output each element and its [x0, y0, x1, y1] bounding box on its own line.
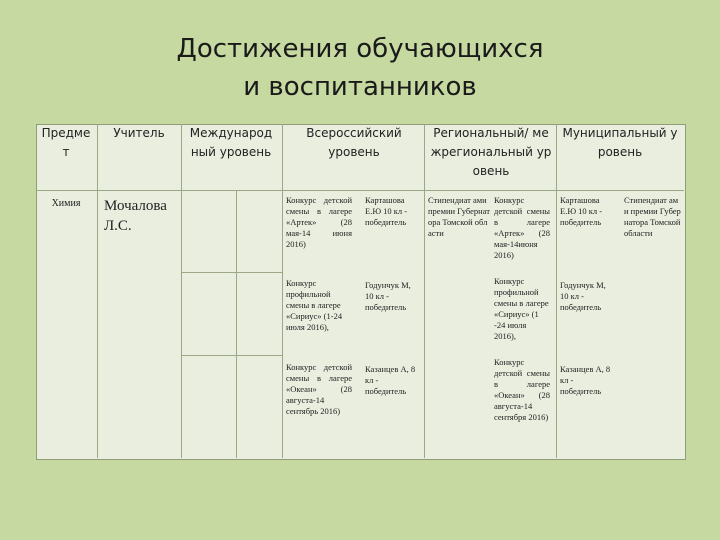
- header-regional: Региональный/ межрегиональный уровень: [430, 126, 552, 178]
- municipal-scholarship: Стипендиат ами премии Губернатора Томской области: [624, 195, 681, 238]
- header-allrussian: Всероссийский уровень: [306, 126, 402, 159]
- title-line-2: и воспитанников: [243, 72, 477, 102]
- allrussian-winner: Казанцев А, 8 кл - победитель: [365, 364, 416, 396]
- regional-event: Конкурс детской смены в лагере «Артек» (28 мая-14июня 2016): [494, 195, 550, 260]
- col-divider: [282, 124, 283, 458]
- allrussian-event: Конкурс детской смены в лагере «Океан» (28 августа-14 сентябрь 2016): [286, 362, 352, 416]
- col-divider: [236, 190, 237, 458]
- regional-scholarship: Стипендиат ами премии Губернатора Томской области: [428, 195, 490, 238]
- regional-event: Конкурс профильной смены в лагере «Сириус» (1 -24 июля 2016),: [494, 276, 549, 341]
- page-title: [0, 30, 720, 106]
- municipal-winner: Карташова Е.Ю 10 кл - победитель: [560, 195, 603, 227]
- title-line-1: Достижения обучающихся: [176, 34, 544, 64]
- col-divider: [97, 124, 98, 458]
- col-divider: [556, 124, 557, 458]
- header-municipal: Муниципальный уровень: [562, 126, 678, 159]
- regional-event: Конкурс детской смены в лагере «Океан» (28 августа-14 сентября 2016): [494, 357, 550, 422]
- row-divider: [181, 272, 282, 273]
- header-subject: Предмет: [41, 126, 91, 159]
- allrussian-event: Конкурс профильной смены в лагере «Сириус» (1-24 июля 2016),: [286, 278, 343, 332]
- header-divider: [36, 190, 684, 191]
- teacher-cell: Мочалова Л.С.: [104, 198, 167, 234]
- allrussian-winner: Карташова Е.Ю 10 кл - победитель: [365, 195, 408, 227]
- row-divider: [181, 355, 282, 356]
- header-teacher: Учитель: [113, 126, 165, 140]
- municipal-winner: Казанцев А, 8 кл - победитель: [560, 364, 611, 396]
- municipal-winner: Годунчук М, 10 кл - победитель: [560, 280, 606, 312]
- allrussian-event: Конкурс детской смены в лагере «Артек» (28 мая-14 июня 2016): [286, 195, 352, 249]
- header-international: Международный уровень: [189, 126, 273, 159]
- subject-cell: Химия: [51, 198, 81, 209]
- col-divider: [424, 124, 425, 458]
- allrussian-winner: Годунчук М, 10 кл - победитель: [365, 280, 411, 312]
- col-divider: [181, 124, 182, 458]
